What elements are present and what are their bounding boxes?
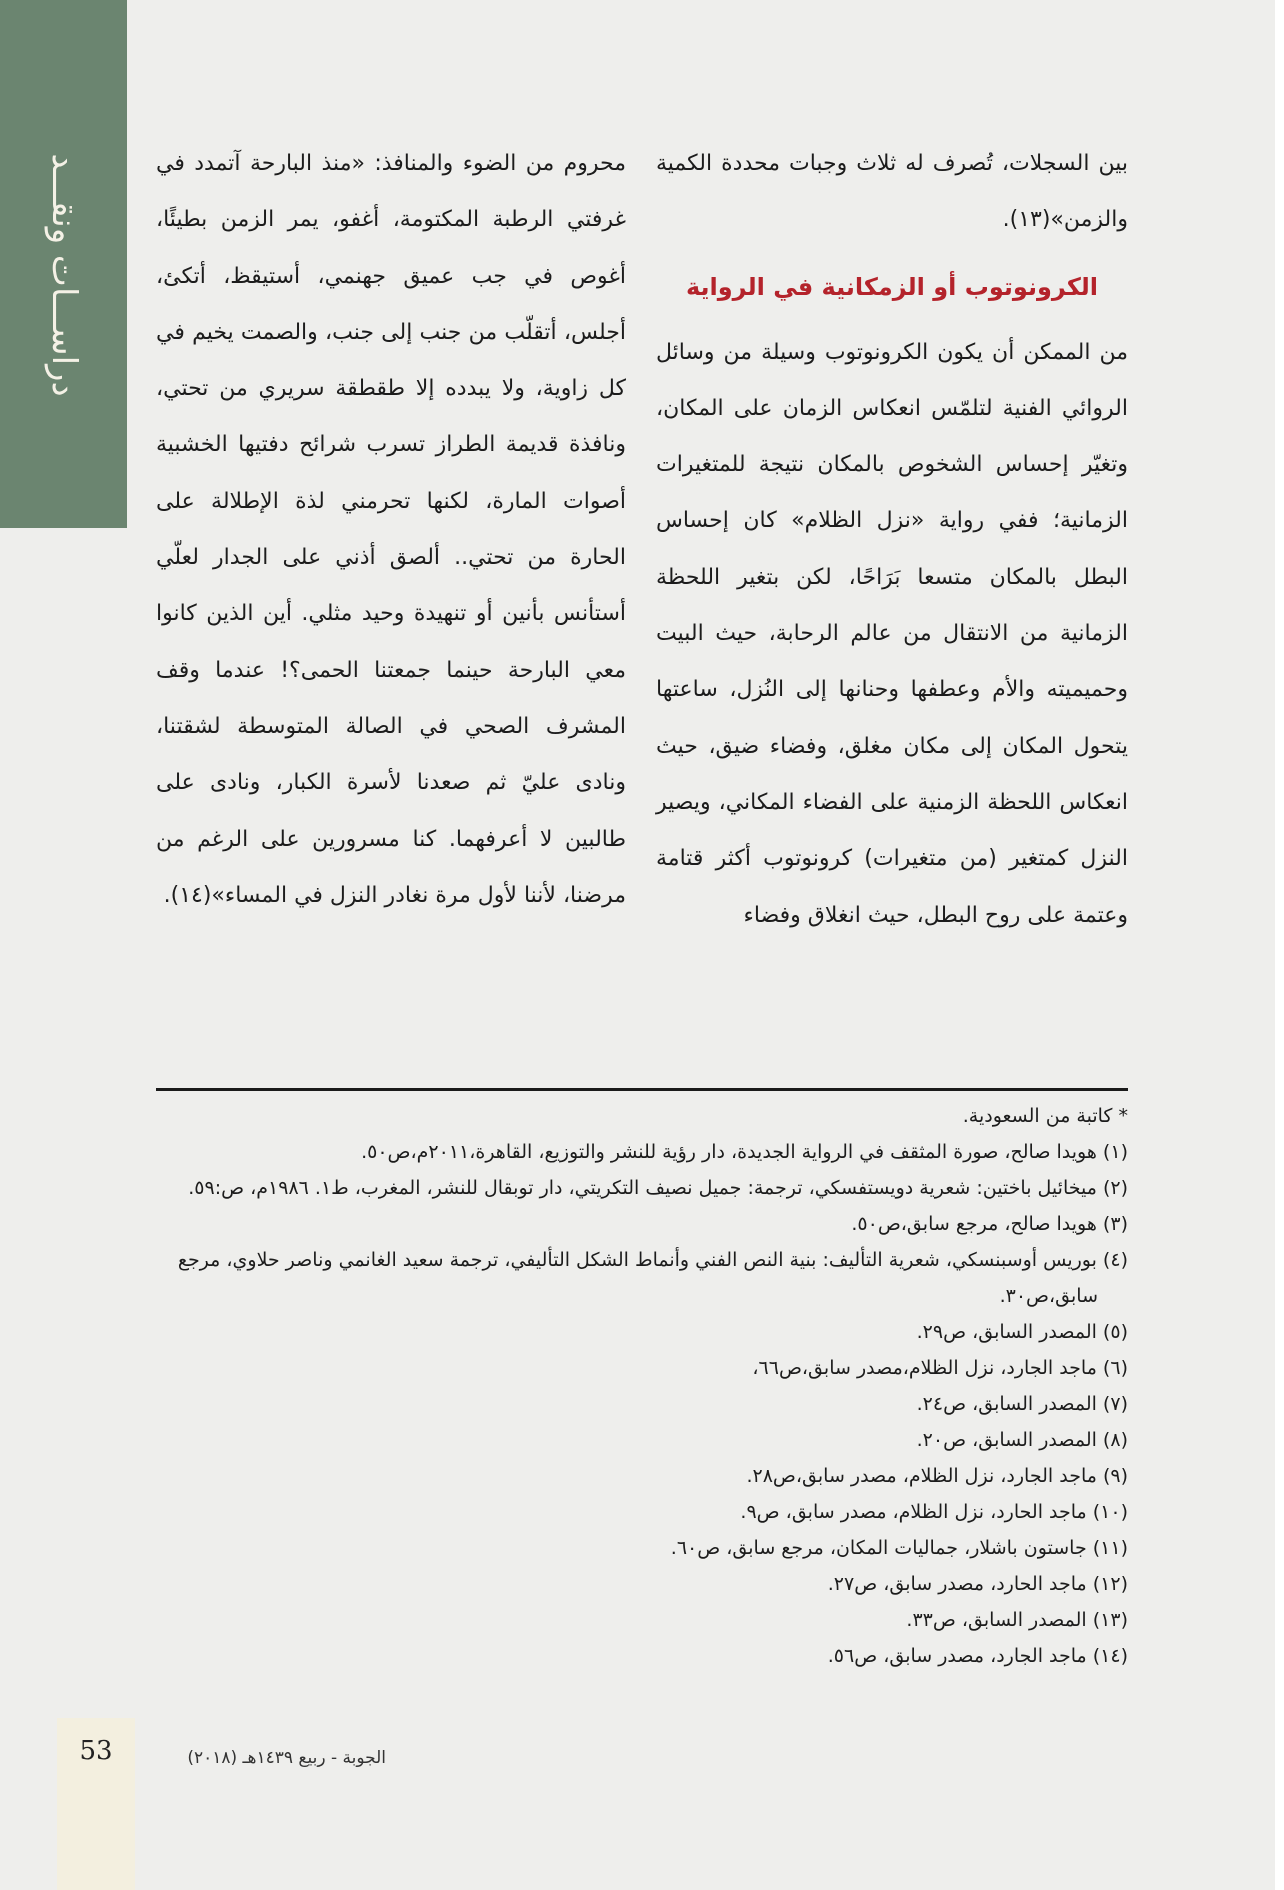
footnote-item: (٨) المصدر السابق، ص٢٠. [916,1429,1128,1451]
footnote-item: (١٤) ماجد الجارد، مصدر سابق، ص٥٦. [827,1645,1128,1667]
left-column [156,136,626,924]
footnote-item: (٦) ماجد الجارد، نزل الظلام،مصدر سابق،ص٦٦، [752,1357,1128,1379]
left-column-paragraph-1: محروم من الضوء والمنافذ: «منذ البارحة آتمدد في غرفتي الرطبة المكتومة، أغفو، يمر الزمن بطيئًا، أغوص في جب عميق جهنمي، أستيقظ، أتكئ، أجلس، أتقلّب من جنب إلى جنب، والصمت يخيم في كل زاوية، ولا يبدده إلا طقطقة سريري من تحتي، ونافذة قديمة الطراز تسرب شرائح دفتيها الخشبية أصوات المارة، لكنها تحرمني لذة الإطلالة على الحارة من تحتي.. ألصق أذني على الجدار لعلّي أستأنس بأنين أو تنهيدة وحيد مثلي. أين الذين كانوا معي البارحة حينما جمعتنا الحمى؟! عندما وقف المشرف الصحي في الصالة المتوسطة لشقتنا، ونادى عليّ ثم صعدنا لأسرة الكبار، ونادى على طالبين لا أعرفهما. كنا مسرورين على الرغم من مرضنا، لأننا لأول مرة نغادر النزل في المساء»(١٤). [156,151,626,908]
footnote-item: (٣) هويدا صالح، مرجع سابق،ص٥٠. [851,1213,1128,1235]
footnote-item: (١٢) ماجد الحارد، مصدر سابق، ص٢٧. [827,1573,1128,1595]
section-heading: الكرونوتوب أو الزمكانية في الرواية [685,272,1099,301]
author-note: * كاتبة من السعودية. [962,1105,1128,1127]
footnote-item: (٤) بوريس أوسبنسكي، شعرية التأليف: بنية النص الفني وأنماط الشكل التأليفي، ترجمة سعيد الغانمي وناصر حلاوي، مرجع سابق،ص٣٠. [177,1249,1128,1307]
footnote-divider [156,1088,1128,1091]
section-tab [0,0,127,528]
section-tab-label: دراســـات ونقـــد [43,152,84,397]
footnote-item: (١٠) ماجد الحارد، نزل الظلام، مصدر سابق، ص٩. [740,1501,1128,1523]
footnote-item: (٩) ماجد الجارد، نزل الظلام، مصدر سابق،ص٢٨. [746,1465,1128,1487]
page-number: 53 [79,1736,113,1766]
footnote-item: (١) هويدا صالح، صورة المثقف في الرواية الجديدة، دار رؤية للنشر والتوزيع، القاهرة،٢٠١١م،ص٥٠. [361,1141,1128,1163]
footnotes [156,1098,1128,1674]
footnote-item: (٢) ميخائيل باختين: شعرية دويستفسكي، ترجمة: جميل نصيف التكريتي، دار توبقال للنشر، المغرب، ط١. ١٩٨٦م، ص:٥٩. [188,1177,1128,1199]
page-edge [1275,0,1284,1890]
right-column-paragraph-2: من الممكن أن يكون الكرونوتوب وسيلة من وسائل الروائي الفنية لتلمّس انعكاس الزمان على المكان، وتغيّر إحساس الشخوص بالمكان نتيجة للمتغيرات الزمانية؛ ففي رواية «نزل الظلام» كان إحساس البطل بالمكان متسعا بَرَاحًا، لكن بتغير اللحظة الزمانية من الانتقال من عالم الرحابة، حيث البيت وحميميته والأم وعطفها وحنانها إلى النُزل، ساعتها يتحول المكان إلى مكان مغلق، وفضاء ضيق، حيث انعكاس اللحظة الزمنية على الفضاء المكاني، ويصير النزل كمتغير (من متغيرات) كرونوتوب أكثر قتامة وعتمة على روح البطل، حيث انغلاق وفضاء [656,339,1128,928]
issue-info: الجوبة - ربيع ١٤٣٩هـ (٢٠١٨) [187,1748,386,1768]
footnote-item: (١١) جاستون باشلار، جماليات المكان، مرجع سابق، ص٦٠. [670,1537,1128,1559]
right-column [656,136,1128,944]
footnote-item: (٧) المصدر السابق، ص٢٤. [916,1393,1128,1415]
footnote-item: (٥) المصدر السابق، ص٢٩. [916,1321,1128,1343]
right-column-paragraph-1: بين السجلات، تُصرف له ثلاث وجبات محددة الكمية والزمن»(١٣). [656,151,1128,233]
footnote-item: (١٣) المصدر السابق، ص٣٣. [906,1609,1128,1631]
